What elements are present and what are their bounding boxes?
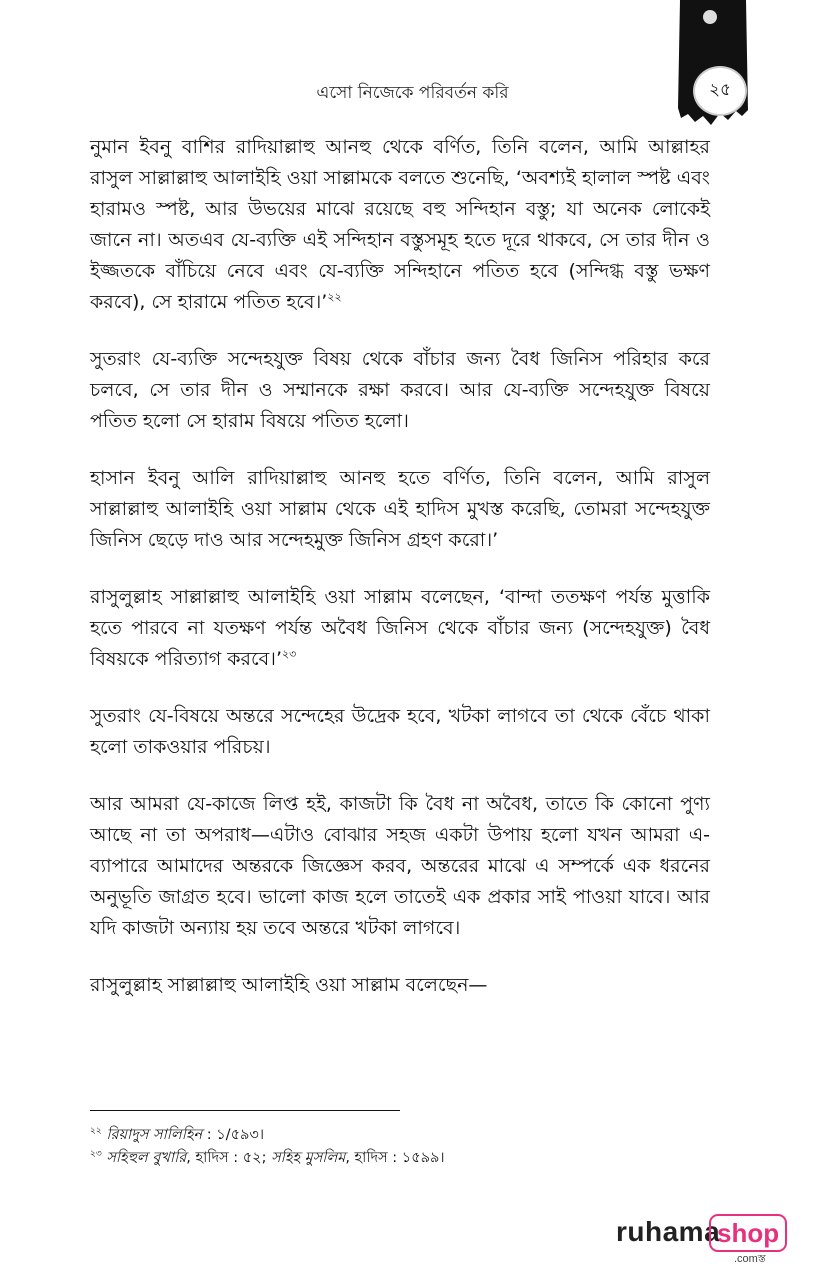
paragraph-6: আর আমরা যে-কাজে লিপ্ত হই, কাজটা কি বৈধ না অবৈধ, তাতে কি কোনো পুণ্য আছে না তা অপরাধ—এটাও বোঝার সহজ একটা উপায় হলো যখন আমরা এ-ব্যাপারে আমাদের অন্তরকে জিজ্ঞেস করব, অন্তরের মাঝে এ সম্পর্কে এক ধরনের অনুভূতি জাগ্রত হবে। ভালো কাজ হলে তাতেই এক প্রকার সাই পাওয়া যাবে। আর যদি কাজটা অন্যায় হয় তবে অন্তরে খটকা লাগবে।: [90, 793, 710, 939]
footnote-23: [90, 1147, 730, 1170]
paragraph-7: রাসুলুল্লাহ সাল্লাল্লাহু আলাইহি ওয়া সাল্লাম বলেছেন—: [90, 974, 488, 996]
paragraph-4: [90, 582, 710, 675]
ruhamashop-logo: [616, 1212, 786, 1265]
footnote-23-detail-1: , হাদিস : ৫২;: [186, 1150, 272, 1166]
paragraph-5: সুতরাং যে-বিষয়ে অন্তরে সন্দেহের উদ্রেক হবে, খটকা লাগবে তা থেকে বেঁচে থাকা হলো তাকওয়ার পরিচয়।: [90, 705, 710, 758]
paragraph-1: [90, 132, 710, 318]
logo-tld: .comস্ত: [734, 1253, 766, 1265]
running-header: এসো নিজেকে পরিবর্তন করি: [316, 83, 509, 103]
footnote-23-detail-2: , হাদিস : ১৫৯৯।: [345, 1150, 445, 1166]
footnote-22: [90, 1124, 730, 1147]
footnote-divider: [90, 1110, 400, 1111]
footnote-22-marker: ২২: [90, 1126, 102, 1137]
page-number: ২৫: [693, 66, 747, 116]
paragraph-4-text: রাসুলুল্লাহ সাল্লাল্লাহু আলাইহি ওয়া সাল্লাম বলেছেন, ‘বান্দা ততক্ষণ পর্যন্ত মুত্তাকি হতে পারবে না যতক্ষণ পর্যন্ত অবৈধ জিনিস থেকে বাঁচার জন্য (সন্দেহযুক্ত) বৈধ বিষয়কে পরিত্যাগ করবে।’: [90, 586, 710, 670]
footnote-23-source-2: সহিহ মুসলিম: [271, 1150, 346, 1166]
footnote-22-source: রিয়াদুস সালিহিন: [106, 1127, 203, 1143]
footnote-ref-22[interactable]: ২২: [327, 290, 342, 304]
logo-text-ruhama: ruhama: [616, 1216, 721, 1247]
paragraph-1-text: নুমান ইবনু বাশির রাদিয়াল্লাহু আনহু থেকে বর্ণিত, তিনি বলেন, আমি আল্লাহর রাসুল সাল্লাল্লাহু আলাইহি ওয়া সাল্লামকে বলতে শুনেছি, ‘অবশ্যই হালাল স্পষ্ট এবং হারামও স্পষ্ট, আর উভয়ের মাঝে রয়েছে বহু সন্দিহান বস্তু; যা অনেক লোকেই জানে না। অতএব যে-ব্যক্তি এই সন্দিহান বস্তুসমূহ হতে দূরে থাকবে, সে তার দীন ও ইজ্জতকে বাঁচিয়ে নেবে এবং যে-ব্যক্তি সন্দিহানে পতিত হবে (সন্দিগ্ধ বস্তু ভক্ষণ করবে), সে হারামে পতিত হবে।’: [90, 136, 710, 313]
footnote-23-marker: ২৩: [90, 1149, 102, 1160]
logo-text-shop: shop: [709, 1214, 787, 1252]
footnote-ref-23[interactable]: ২৩: [281, 647, 297, 661]
body-text: [90, 132, 710, 1027]
paragraph-2: সুতরাং যে-ব্যক্তি সন্দেহযুক্ত বিষয় থেকে বাঁচার জন্য বৈধ জিনিস পরিহার করে চলবে, সে তার দীন ও সম্মানকে রক্ষা করবে। আর যে-ব্যক্তি সন্দেহযুক্ত বিষয়ে পতিত হলো সে হারাম বিষয়ে পতিত হলো।: [90, 348, 710, 432]
footnote-22-detail: : ১/৫৯৩।: [202, 1127, 265, 1143]
footnotes: [90, 1124, 730, 1170]
paragraph-3: হাসান ইবনু আলি রাদিয়াল্লাহু আনহু হতে বর্ণিত, তিনি বলেন, আমি রাসুল সাল্লাল্লাহু আলাইহি ওয়া সাল্লাম থেকে এই হাদিস মুখস্ত করেছি, তোমরা সন্দেহযুক্ত জিনিস ছেড়ে দাও আর সন্দেহমুক্ত জিনিস গ্রহণ করো।’: [90, 467, 710, 551]
footnote-23-source-1: সহিহুল বুখারি: [106, 1150, 187, 1166]
